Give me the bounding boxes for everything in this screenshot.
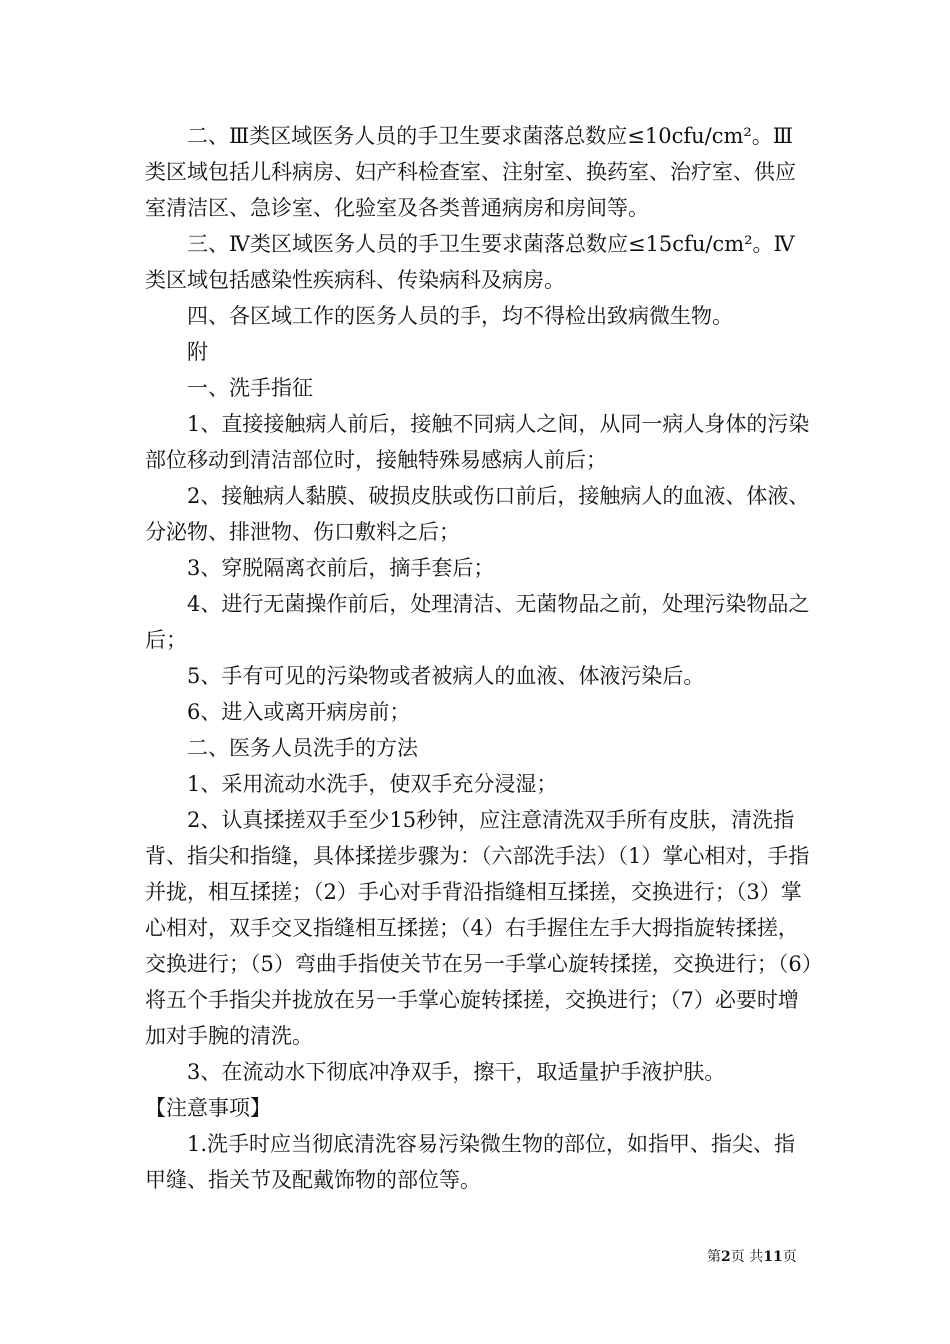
section-heading-indications: 一、洗手指征 xyxy=(187,376,313,400)
list-item: 3、在流动水下彻底冲净双手，擦干，取适量护手液护肤。 xyxy=(187,1060,726,1084)
list-item: 6、进入或离开病房前； xyxy=(187,700,411,724)
list-item: 3、穿脱隔离衣前后，摘手套后； xyxy=(187,556,495,580)
footer-prefix: 第 xyxy=(707,1249,721,1265)
list-item: 2、接触病人黏膜、破损皮肤或伤口前后，接触病人的血液、体液、分泌物、排泄物、伤口敷料之后； xyxy=(145,484,810,544)
appendix-heading: 附 xyxy=(187,340,208,364)
list-item: 1、采用流动水洗手，使双手充分浸湿； xyxy=(187,772,558,796)
document-body xyxy=(145,118,813,1198)
page-total: 11 xyxy=(763,1249,783,1265)
list-item: 4、进行无菌操作前后，处理清洁、无菌物品之前，处理污染物品之后； xyxy=(145,592,810,652)
notes-heading: 【注意事项】 xyxy=(145,1096,271,1120)
paragraph-no-pathogens: 四、各区域工作的医务人员的手，均不得检出致病微生物。 xyxy=(187,304,733,328)
list-item: 1、直接接触病人前后，接触不同病人之间，从同一病人身体的污染部位移动到清洁部位时，接触特殊易感病人前后； xyxy=(145,412,810,472)
page-footer xyxy=(707,1246,797,1266)
footer-suffix: 页 xyxy=(782,1249,797,1265)
list-item: 1.洗手时应当彻底清洗容易污染微生物的部位，如指甲、指尖、指甲缝、指关节及配戴饰物的部位等。 xyxy=(145,1132,796,1192)
list-item: 5、手有可见的污染物或者被病人的血液、体液污染后。 xyxy=(187,664,705,688)
paragraph-class4-hand-hygiene: 三、Ⅳ类区域医务人员的手卫生要求菌落总数应≤15cfu/cm²。Ⅳ类区域包括感染性疾病科、传染病科及病房。 xyxy=(145,232,795,292)
page-number: 2 xyxy=(721,1249,731,1265)
paragraph-class3-hand-hygiene: 二、Ⅲ类区域医务人员的手卫生要求菌落总数应≤10cfu/cm²。Ⅲ类区域包括儿科病房、妇产科检查室、注射室、换药室、治疗室、供应室清洁区、急诊室、化验室及各类普通病房和房间等。 xyxy=(145,124,796,220)
section-heading-method: 二、医务人员洗手的方法 xyxy=(187,736,418,760)
footer-middle: 页 共 xyxy=(730,1249,764,1265)
list-item: 2、认真揉搓双手至少15秒钟，应注意清洗双手所有皮肤，清洗指背、指尖和指缝，具体揉搓步骤为：（六部洗手法）（1）掌心相对，手指并拢，相互揉搓；（2）手心对手背沿指缝相互揉搓，交换进行；（3）掌心相对，双手交叉指缝相互揉搓；（4）右手握住左手大拇指旋转揉搓，交换进行；（5）弯曲手指使关节在另一手掌心旋转揉搓，交换进行；（6）将五个手指尖并拢放在另一手掌心旋转揉搓，交换进行；（7）必要时增加对手腕的清洗。 xyxy=(145,808,813,1048)
